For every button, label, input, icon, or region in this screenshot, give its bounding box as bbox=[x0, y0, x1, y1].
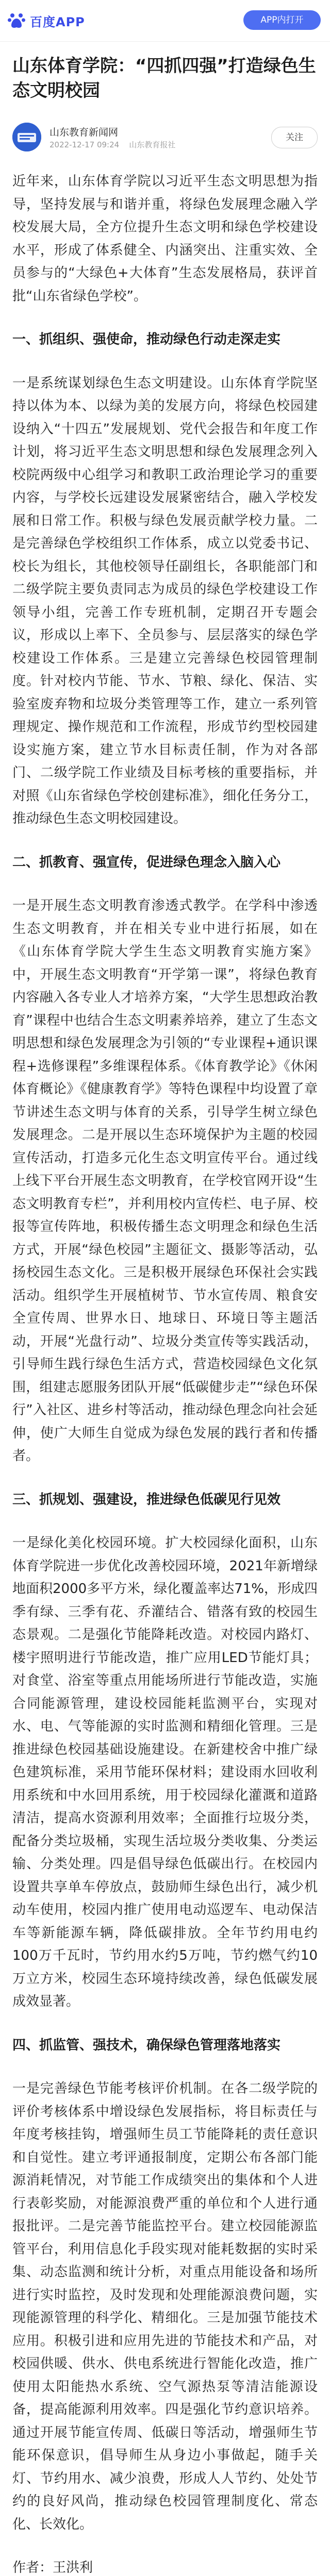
section-heading: 四、抓监管、强技术，确保绿色管理落地落实 bbox=[12, 2037, 281, 2053]
open-in-app-button[interactable]: APP内打开 bbox=[243, 10, 321, 30]
author-name[interactable]: 山东教育新闻网 bbox=[50, 127, 119, 138]
publisher-location: 山东教育报社 bbox=[129, 140, 176, 149]
article-title: 山东体育学院：“四抓四强”打造绿色生态文明校园 bbox=[12, 56, 316, 101]
paragraph: 一是系统谋划绿色生态文明建设。山东体育学院坚持以体为本、以绿为美的发展方向，将绿色校园建设纳入“十四五”发展规划、党代会报告和年度工作计划，将习近平生态文明思想和绿色发展理念列入校院两级中心组学习和教职工政治理论学习的重要内容，与学校长远建设发展紧密结合，融入学校发展和日常工作。积极与绿色发展贡献学校力量。二是完善绿色学校组织工作体系，成立以党委书记、校长为组长，其他校领导任副组长，各职能部门和二级学院主要负责同志为成员的绿色学校建设工作领导小组，完善工作专班机制，定期召开专题会议，形成以上率下、全员参与、层层落实的绿色学校建设工作体系。三是建立完善绿色校园管理制度。针对校内节能、节水、节粮、绿化、保洁、实验室废弃物和垃圾分类管理等工作，建立一系列管理规定、操作规范和工作流程，形成节约型校园建设实施方案，建立节水目标责任制，作为对各部门、二级学院工作业绩及目标考核的重要指标，并对照《山东省绿色学校创建标准》，细化任务分工，推动绿色生态文明校园建设。 bbox=[12, 375, 318, 826]
baidu-paw-icon bbox=[7, 11, 26, 30]
paragraph: 近年来，山东体育学院以习近平生态文明思想为指导，坚持发展与和谐并重，将绿色发展理念融入学校发展大局，全方位提升生态文明和绿色学校建设水平，形成了体系健全、内涵突出、注重实效、全员参与的“大绿色+大体育”生态发展格局，获评首批“山东省绿色学校”。 bbox=[12, 174, 318, 304]
follow-button[interactable]: 关注 bbox=[271, 127, 318, 148]
byline: 作者：王洪利 bbox=[12, 2560, 93, 2575]
section-heading: 三、抓规划、强建设，推进绿色低碳见行见效 bbox=[12, 1492, 281, 1507]
paragraph: 一是完善绿色节能考核评价机制。在各二级学院的评价考核体系中增设绿色发展指标，将目标责任与年度考核挂钩，增强师生员工节能降耗的责任意识和自觉性。建立考评通报制度，定期公布各部门能源消耗情况，对节能工作成绩突出的集体和个人进行表彰奖励，对能源浪费严重的单位和个人进行通报批评。二是完善节能监控平台。建立校园能源监管平台，利用信息化手段实现对能耗数据的实时采集、动态监测和统计分析，对重点用能设备和场所进行实时监控，及时发现和处理能源浪费问题，实现能源管理的科学化、精细化。三是加强节能技术应用。积极引进和应用先进的节能技术和产品，对校园供暖、供水、供电系统进行智能化改造，推广使用太阳能热水系统、空气源热泵等清洁能源设备，提高能源利用效率。四是强化节约意识培养。通过开展节能宣传周、低碳日等活动，增强师生节能环保意识，倡导师生从身边小事做起，随手关灯、节约用水、减少浪费，形成人人节约、处处节约的良好风尚，推动绿色校园管理制度化、常态化、长效化。 bbox=[12, 2081, 318, 2532]
top-bar bbox=[0, 0, 330, 42]
author-row bbox=[12, 121, 318, 154]
author-meta bbox=[50, 139, 175, 150]
paragraph: 一是开展生态文明教育渗透式教学。在学科中渗透生态文明教育，并在相关专业中进行拓展，如在《山东体育学院大学生生态文明教育实施方案》中，开展生态文明教育“开学第一课”，将绿色教育内容融入各专业人才培养方案，“大学生思想政治教育”课程中也结合生态文明素养培养，建立了生态文明思想和绿色发展理念为引领的“专业课程+通识课程+选修课程”多维课程体系。《体育教学论》《休闲体育概论》《健康教育学》等特色课程中均设置了章节讲述生态文明与体育的关系，引导学生树立绿色发展理念。二是开展以生态环境保护为主题的校园宣传活动，打造多元化生态文明宣传平台。通过线上线下平台开展生态文明教育，在学校官网开设“生态文明教育专栏”，并利用校内宣传栏、电子屏、校报等宣传阵地，积极传播生态文明理念和绿色生活方式，开展“绿色校园”主题征文、摄影等活动，弘扬校园生态文化。三是积极开展绿色环保社会实践活动。组织学生开展植树节、节水宣传周、粮食安全宣传周、世界水日、地球日、环境日等主题活动，开展“光盘行动”、垃圾分类宣传等实践活动，引导师生践行绿色生活方式，营造校园绿色文化氛围，组建志愿服务团队开展“低碳健步走”“绿色环保行”入社区、进乡村等活动，推动绿色理念向社会延伸，使广大师生自觉成为绿色发展的践行者和传播者。 bbox=[12, 898, 318, 1464]
logo-text: 百度APP bbox=[30, 14, 85, 29]
publish-date: 2022-12-17 09:24 bbox=[50, 140, 120, 149]
paragraph: 一是绿化美化校园环境。扩大校园绿化面积，山东体育学院进一步优化改善校园环境，2021年新增绿地面积2000多平方米，绿化覆盖率达71%，形成四季有绿、三季有花、乔灌结合、错落有致的校园生态景观。二是强化节能降耗改造。对校园内路灯、楼宇照明进行节能改造，推广应用LED节能灯具；对食堂、浴室等重点用能场所进行节能改造，实施合同能源管理，建设校园能耗监测平台，实现对水、电、气等能源的实时监测和精细化管理。三是推进绿色校园基础设施建设。在新建校舍中推广绿色建筑标准，采用节能环保材料；建设雨水回收利用系统和中水回用系统，用于校园绿化灌溉和道路清洁，提高水资源利用效率；全面推行垃圾分类，配备分类垃圾桶，实现生活垃圾分类收集、分类运输、分类处理。四是倡导绿色低碳出行。在校园内设置共享单车停放点，鼓励师生绿色出行，减少机动车使用，校园内推广使用电动巡逻车、电动保洁车等新能源车辆，降低碳排放。全年节约用电约100万千瓦时，节约用水约5万吨，节约燃气约10万立方米，校园生态环境持续改善，绿色低碳发展成效显著。 bbox=[12, 1535, 318, 2009]
section-heading: 一、抓组织、强使命，推动绿色行动走深走实 bbox=[12, 332, 281, 347]
author-avatar[interactable] bbox=[12, 123, 41, 151]
section-heading: 二、抓教育、强宣传，促进绿色理念入脑入心 bbox=[12, 854, 281, 870]
baidu-app-logo[interactable] bbox=[7, 11, 85, 30]
article-body bbox=[12, 170, 318, 2576]
